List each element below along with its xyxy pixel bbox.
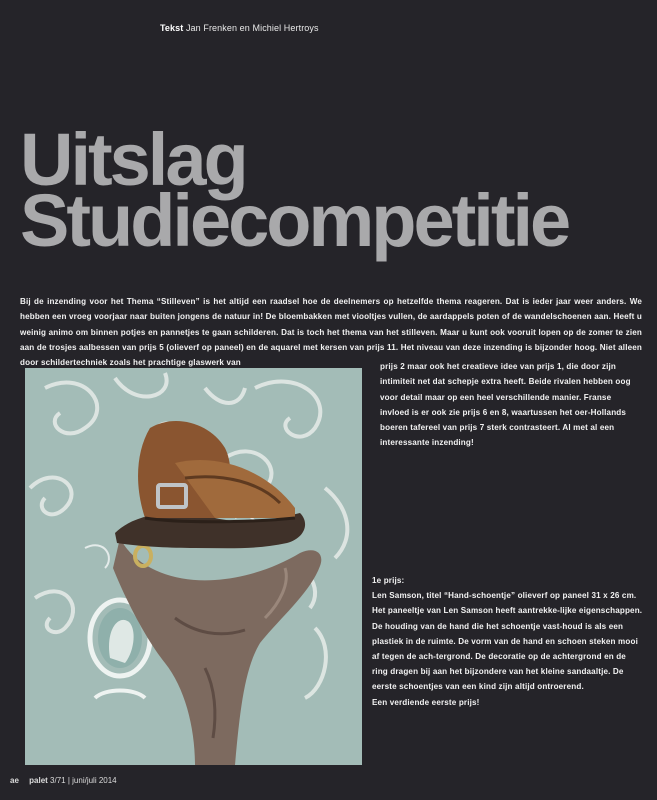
painting-hand-shoe [25, 368, 362, 765]
prize-line-4: Een verdiende eerste prijs! [372, 697, 480, 707]
prize-line-1: Len Samson, titel “Hand-schoentje” olieverf op paneel 31 x 26 cm. [372, 591, 637, 601]
prize-line-2: Het paneeltje van Len Samson heeft aantrekke-lijke eigenschappen. [372, 606, 643, 616]
title-line-2: Studiecompetitie [20, 179, 569, 262]
magazine-name: palet [29, 776, 48, 785]
byline-label: Tekst [160, 23, 184, 33]
byline [160, 23, 319, 33]
painting-image [25, 368, 362, 765]
intro-paragraph-continued: prijs 2 maar ook het creatieve idee van prijs 1, die door zijn intimiteit net dat schepje extra heeft. Beide rivalen hebben oog voor detail maar op een heel verschillende manier. Franse invloed is er ook zie prijs 6 en 8, waartussen het oer-Hollands boeren tafereel van prijs 7 sterk contrasteert. Al met al een interessante inzending! [380, 362, 631, 448]
prize-heading: 1e prijs: [372, 576, 405, 585]
prize-line-3: De houding van de hand die het schoentje vast-houd is als een plastiek in de ruimte. De vorm van de hand en schoen steken mooi af tegen de ach-tergrond. De decoratie op de achtergrond en de ring dragen bij aan het bijzondere van het kleine sandaaltje. De eerste schoentjes van een kind zijn altijd ontroerend. [372, 621, 638, 692]
title-line-1: Uitslag [20, 118, 246, 201]
page-number: ae [10, 776, 19, 785]
byline-authors: Jan Frenken en Michiel Hertroys [185, 23, 319, 33]
issue-info: 3/71 | juni/juli 2014 [50, 776, 117, 785]
page-footer [10, 776, 117, 785]
article-title [20, 118, 569, 262]
intro-paragraph: Bij de inzending voor het Thema “Stilleven” is het altijd een raadsel hoe de deelnemers op hetzelfde thema reageren. Dat is ieder jaar weer anders. We hebben een vroeg voorjaar naar buiten jongens de natuur in! De bloembakken met viooltjes vullen, de aardappels poten of de wandelschoenen aan. Heeft u weinig animo om binnen potjes en pannetjes te gaan schilderen. Dat is toch het thema van het stilleven. Maar u kunt ook vooruit lopen op de zomer te zien aan de trosjes aalbessen van prijs 5 (olieverf op paneel) en de aquarel met kersen van prijs 11. Het niveau van deze inzending is bijzonder hoog. Niet alleen door schildertechniek zoals het prachtige glaswerk van [20, 297, 642, 368]
prize-section [372, 573, 644, 710]
